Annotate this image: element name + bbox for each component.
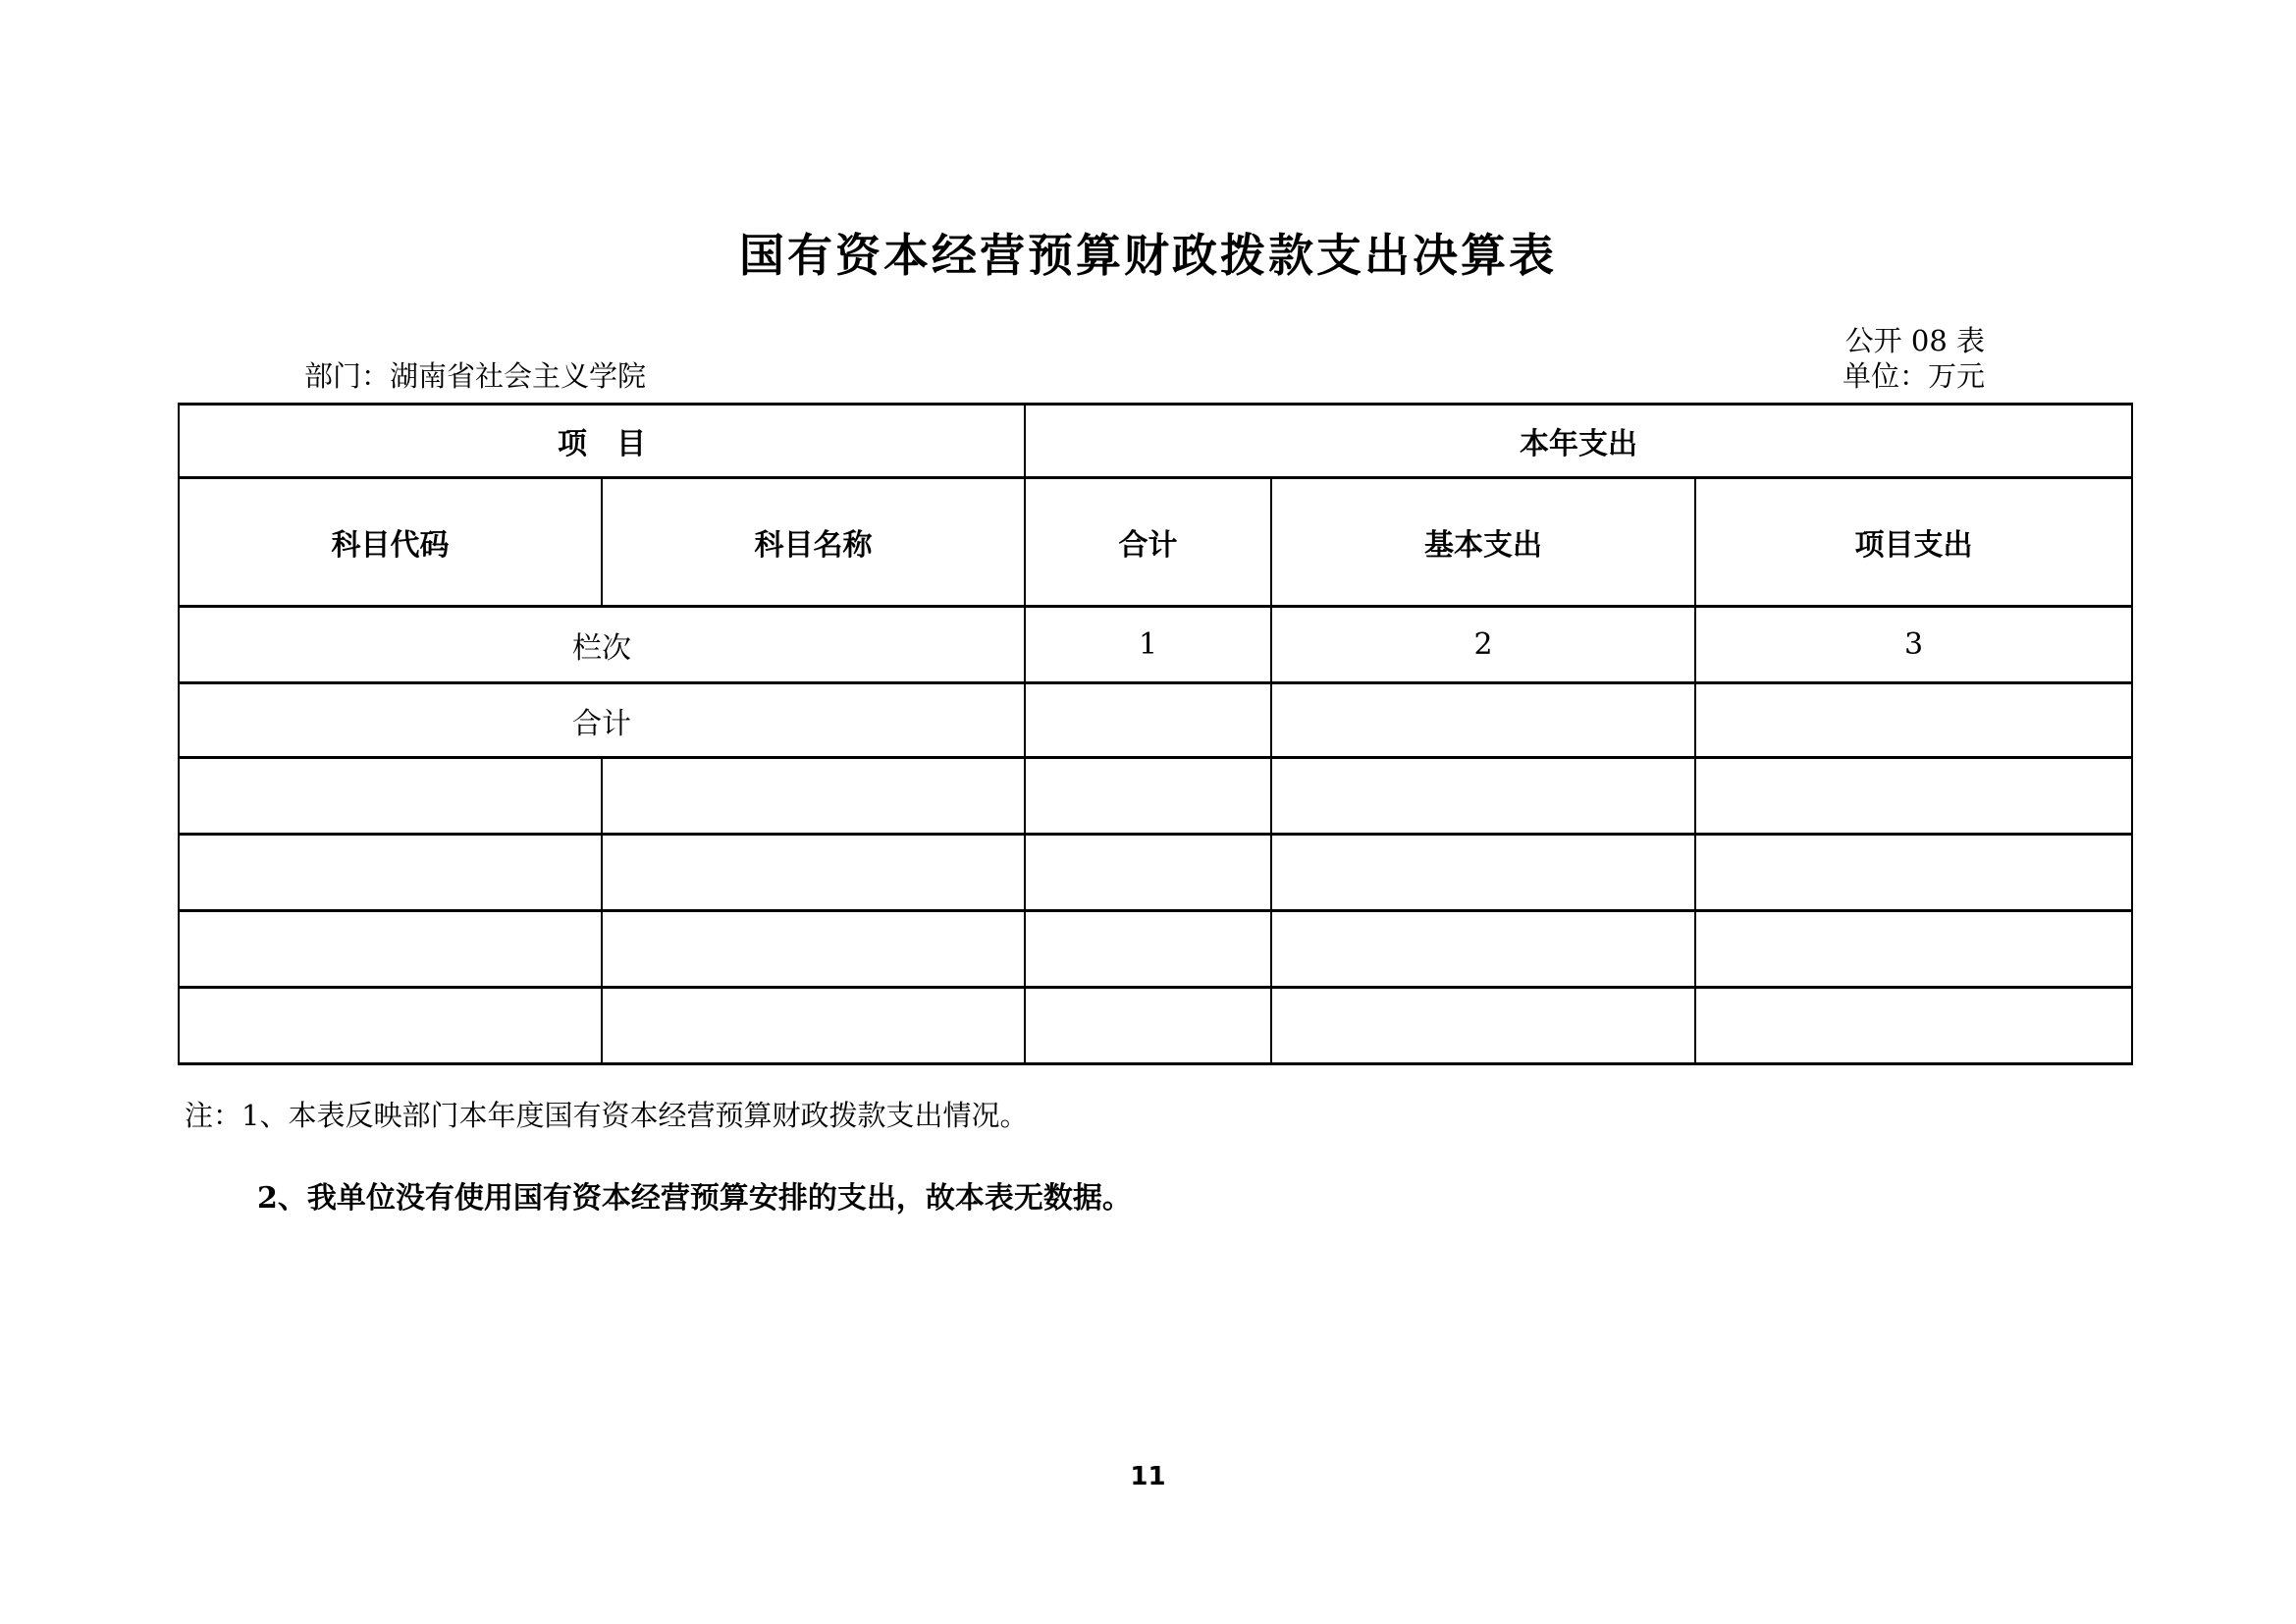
empty-row [179,988,2132,1064]
empty-cell [179,758,602,835]
total-column-header: 合计 [1025,478,1271,607]
empty-cell [602,835,1025,911]
empty-row [179,835,2132,911]
empty-cell [179,988,602,1064]
total-row-label: 合计 [179,683,1025,758]
basic-expenditure-header: 基本支出 [1271,478,1695,607]
note-2: 2、我单位没有使用国有资本经营预算安排的支出，故本表无数据。 [257,1181,1132,1216]
empty-cell [602,911,1025,988]
note-1: 注：1、本表反映部门本年度国有资本经营预算财政拨款支出情况。 [185,1099,1029,1132]
table-code-label: 公开 08 表 [1844,324,1985,357]
empty-cell [1695,758,2132,835]
empty-cell [602,758,1025,835]
empty-cell [179,835,602,911]
empty-cell [1695,911,2132,988]
budget-table-body [179,405,2132,1064]
column-header-row [179,478,2132,607]
subject-code-header: 科目代码 [179,478,602,607]
empty-cell [179,911,602,988]
empty-cell [1025,758,1271,835]
empty-cell [1695,988,2132,1064]
empty-cell [602,988,1025,1064]
empty-cell [1271,988,1695,1064]
subject-name-header: 科目名称 [602,478,1025,607]
department-label: 部门：湖南省社会主义学院 [304,359,647,393]
budget-table [178,403,2133,1065]
empty-row [179,911,2132,988]
item-group-header: 项 目 [179,405,1025,478]
index-col-1: 1 [1025,607,1271,683]
index-col-2: 2 [1271,607,1695,683]
total-value-total [1025,683,1271,758]
index-col-3: 3 [1695,607,2132,683]
page-title: 国有资本经营预算财政拨款支出决算表 [739,229,1557,282]
project-expenditure-header: 项目支出 [1695,478,2132,607]
empty-cell [1271,911,1695,988]
total-row [179,683,2132,758]
empty-row [179,758,2132,835]
current-year-expenditure-header: 本年支出 [1025,405,2132,478]
empty-cell [1271,835,1695,911]
page-number: 11 [1130,1462,1166,1491]
empty-cell [1025,835,1271,911]
empty-cell [1025,911,1271,988]
unit-label: 单位：万元 [1842,359,1985,393]
index-row-label: 栏次 [179,607,1025,683]
empty-cell [1695,835,2132,911]
total-value-basic [1271,683,1695,758]
group-header-row [179,405,2132,478]
total-value-project [1695,683,2132,758]
empty-cell [1271,758,1695,835]
column-index-row [179,607,2132,683]
empty-cell [1025,988,1271,1064]
